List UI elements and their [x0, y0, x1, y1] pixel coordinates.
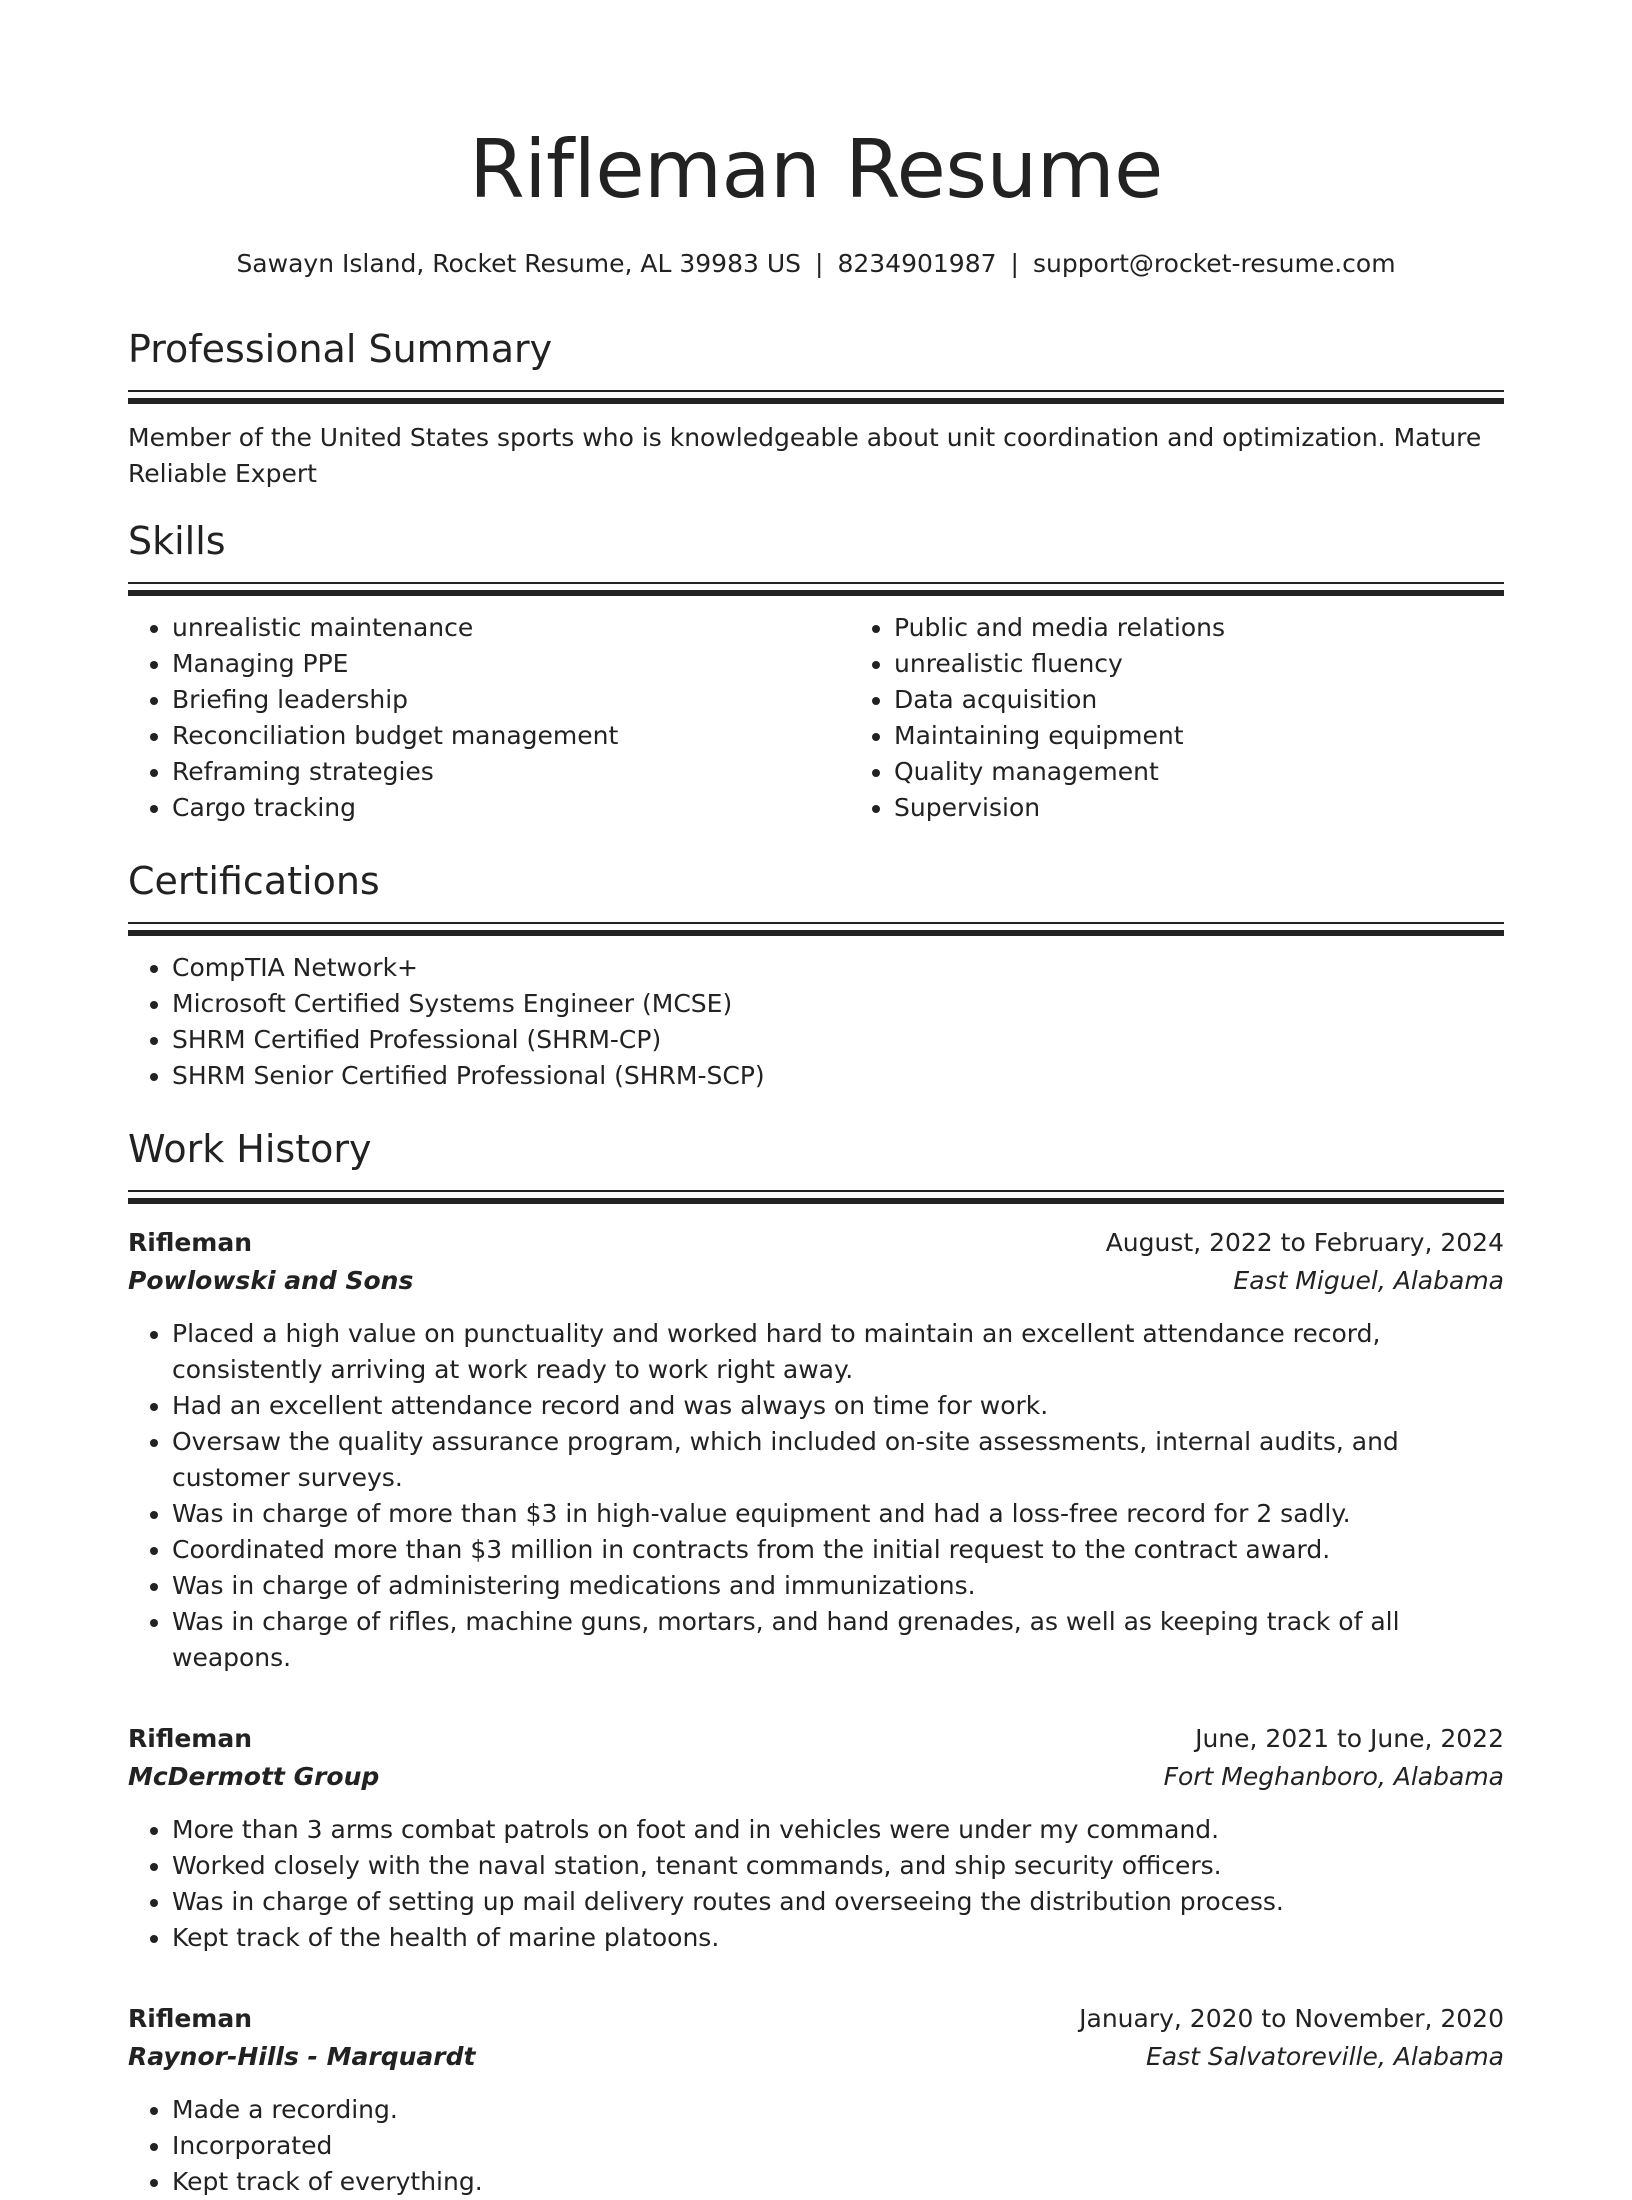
list-item: • SHRM Senior Certified Professional (SHRM-SCP) [172, 1058, 1504, 1094]
list-item: • Public and media relations [894, 610, 1572, 646]
certifications-section-header [128, 856, 1504, 934]
contact-separator: | [815, 249, 824, 278]
skills-list-right [850, 610, 1572, 826]
list-item: • Briefing leadership [172, 682, 850, 718]
list-item: • Worked closely with the naval station, tenant commands, and ship security officers. [172, 1848, 1504, 1884]
job-company: Raynor-Hills - Marquardt [128, 2042, 476, 2071]
list-item: • Was in charge of administering medications and immunizations. [172, 1568, 1504, 1604]
skills-columns [128, 610, 1504, 826]
job-entry [128, 1720, 1504, 1956]
skills-section-header [128, 516, 1504, 594]
list-item: • Maintaining equipment [894, 718, 1572, 754]
job-company: McDermott Group [128, 1762, 380, 1791]
list-item: • Incorporated [172, 2128, 1504, 2164]
list-item: • Coordinated more than $3 million in contracts from the initial request to the contract award. [172, 1532, 1504, 1568]
list-item: • Managing PPE [172, 646, 850, 682]
job-company-row [128, 1758, 1504, 1796]
contact-phone: 8234901987 [837, 249, 997, 278]
section-divider [128, 582, 1504, 594]
job-dates: August, 2022 to February, 2024 [1105, 1228, 1504, 1257]
job-header-row [128, 2000, 1504, 2038]
list-item: • Microsoft Certified Systems Engineer (MCSE) [172, 986, 1504, 1022]
contact-separator: | [1010, 249, 1019, 278]
contact-email[interactable]: support@rocket-resume.com [1032, 249, 1396, 278]
list-item: • Kept track of everything. [172, 2164, 1504, 2200]
job-header-row [128, 1224, 1504, 1262]
certifications-block [128, 950, 1504, 1094]
job-location: East Salvatoreville, Alabama [1145, 2042, 1504, 2071]
list-item: • Reframing strategies [172, 754, 850, 790]
contact-line [128, 246, 1504, 282]
job-location: Fort Meghanboro, Alabama [1163, 1762, 1504, 1791]
job-bullets [128, 1316, 1504, 1676]
skills-list-left [128, 610, 850, 826]
job-company: Powlowski and Sons [128, 1266, 414, 1295]
list-item: • Was in charge of more than $3 in high-value equipment and had a loss-free record for 2 sadly. [172, 1496, 1504, 1532]
job-title: Rifleman [128, 2004, 253, 2033]
summary-text: Member of the United States sports who is knowledgeable about unit coordination and optimization. Mature Reliable Expert [128, 423, 1482, 488]
list-item: • SHRM Certified Professional (SHRM-CP) [172, 1022, 1504, 1058]
list-item: • Reconciliation budget management [172, 718, 850, 754]
resume-title: Rifleman Resume [469, 123, 1163, 216]
list-item: • Had an excellent attendance record and was always on time for work. [172, 1388, 1504, 1424]
certifications-heading: Certifications [128, 859, 380, 903]
summary-heading: Professional Summary [128, 327, 553, 371]
summary-section-header [128, 324, 1504, 402]
work-heading: Work History [128, 1127, 372, 1171]
list-item: • CompTIA Network+ [172, 950, 1504, 986]
certifications-list [128, 950, 1504, 1094]
list-item: • Kept track of the health of marine platoons. [172, 1920, 1504, 1956]
job-title: Rifleman [128, 1228, 253, 1257]
contact-address: Sawayn Island, Rocket Resume, AL 39983 US [236, 249, 802, 278]
list-item: • Data acquisition [894, 682, 1572, 718]
skills-heading: Skills [128, 519, 226, 563]
list-item: • Was in charge of setting up mail delivery routes and overseeing the distribution process. [172, 1884, 1504, 1920]
section-divider [128, 922, 1504, 934]
job-entry [128, 2000, 1504, 2200]
job-bullets [128, 1812, 1504, 1956]
list-item: • Cargo tracking [172, 790, 850, 826]
job-company-row [128, 2038, 1504, 2076]
list-item: • Quality management [894, 754, 1572, 790]
section-divider [128, 390, 1504, 402]
list-item: • Placed a high value on punctuality and worked hard to maintain an excellent attendance record, consistently arriving at work ready to work right away. [172, 1316, 1504, 1388]
job-title: Rifleman [128, 1724, 253, 1753]
job-header-row [128, 1720, 1504, 1758]
job-bullets [128, 2092, 1504, 2200]
job-dates: June, 2021 to June, 2022 [1195, 1724, 1504, 1753]
section-divider [128, 1190, 1504, 1202]
list-item: • More than 3 arms combat patrols on foot and in vehicles were under my command. [172, 1812, 1504, 1848]
list-item: • unrealistic maintenance [172, 610, 850, 646]
list-item: • Supervision [894, 790, 1572, 826]
list-item: • unrealistic fluency [894, 646, 1572, 682]
list-item: • Oversaw the quality assurance program, which included on-site assessments, internal audits, and customer surveys. [172, 1424, 1504, 1496]
list-item: • Was in charge of rifles, machine guns, mortars, and hand grenades, as well as keeping track of all weapons. [172, 1604, 1504, 1676]
work-section-header [128, 1124, 1504, 1202]
job-dates: January, 2020 to November, 2020 [1079, 2004, 1504, 2033]
job-entry [128, 1224, 1504, 1676]
list-item: • Made a recording. [172, 2092, 1504, 2128]
resume-page [128, 0, 1504, 2200]
job-location: East Miguel, Alabama [1233, 1266, 1504, 1295]
job-company-row [128, 1262, 1504, 1300]
